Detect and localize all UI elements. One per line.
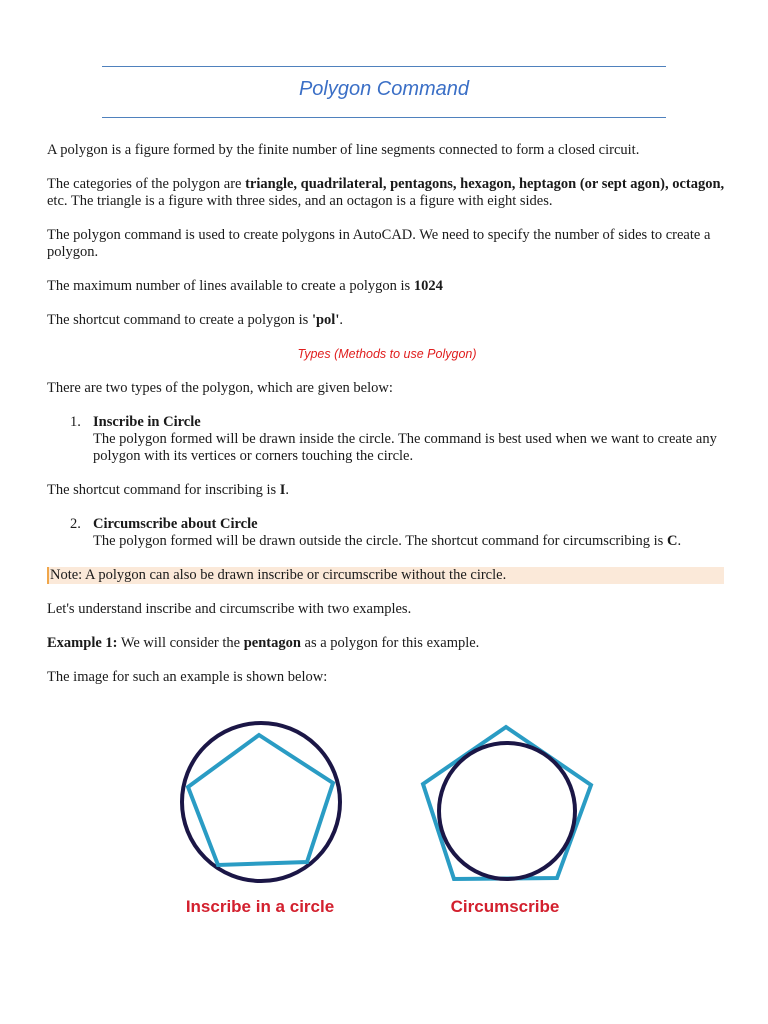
categories-bold: triangle, quadrilateral, pentagons, hexagon, heptagon (or sept agon), octagon, bbox=[245, 176, 725, 192]
inscribe-shortcut-value: I bbox=[279, 482, 286, 498]
categories-suffix: etc. The triangle is a figure with three sides, and an octagon is a figure with eight sides. bbox=[47, 193, 553, 209]
note-highlight: Note: A polygon can also be drawn inscribe or circumscribe without the circle. bbox=[47, 567, 724, 584]
list-item-text: The polygon formed will be drawn inside the circle. The command is best used when we want to create any polygon with its vertices or corners touching the circle. bbox=[93, 431, 717, 464]
example1-prefix: We will consider the bbox=[117, 635, 244, 651]
list-item-title: Circumscribe about Circle bbox=[93, 516, 258, 532]
list-item-text-suffix: . bbox=[677, 533, 682, 549]
document-body bbox=[47, 142, 727, 703]
list-item-text: The polygon formed will be drawn outside the circle. The shortcut command for circumscribing is bbox=[93, 533, 667, 549]
example1-paragraph bbox=[47, 635, 727, 652]
title-underline bbox=[102, 117, 666, 118]
list-item-text-bold: C bbox=[666, 533, 678, 549]
page-title: Polygon Command bbox=[298, 78, 470, 100]
circumscribe-label: Circumscribe bbox=[450, 897, 560, 916]
circumscribed-pentagon bbox=[423, 727, 591, 879]
inscribe-label: Inscribe in a circle bbox=[185, 897, 335, 916]
polygon-figure bbox=[0, 700, 768, 940]
list-number: 2. bbox=[70, 516, 81, 532]
intro-paragraph: A polygon is a figure formed by the finite number of line segments connected to form a closed circuit. bbox=[47, 142, 640, 158]
categories-paragraph bbox=[47, 176, 727, 210]
understand-paragraph: Let's understand inscribe and circumscribe with two examples. bbox=[47, 601, 412, 617]
example1-suffix: as a polygon for this example. bbox=[300, 635, 480, 651]
types-intro: There are two types of the polygon, which are given below: bbox=[47, 380, 393, 396]
shortcut-suffix: . bbox=[339, 312, 343, 328]
shortcut-paragraph bbox=[47, 312, 727, 329]
circumscribe-circle bbox=[439, 743, 575, 879]
categories-prefix: The categories of the polygon are bbox=[47, 176, 246, 192]
example1-label: Example 1: bbox=[47, 635, 118, 651]
types-heading: Types (Methods to use Polygon) bbox=[297, 347, 477, 361]
list-item-title: Inscribe in Circle bbox=[93, 414, 201, 430]
shortcut-value: 'pol' bbox=[311, 312, 340, 328]
list-item-circumscribe bbox=[47, 516, 727, 550]
max-lines-paragraph bbox=[47, 278, 727, 295]
shortcut-text: The shortcut command to create a polygon is bbox=[47, 312, 312, 328]
max-lines-value: 1024 bbox=[413, 278, 443, 294]
max-lines-text: The maximum number of lines available to create a polygon is bbox=[47, 278, 414, 294]
inscribe-shortcut-suffix: . bbox=[285, 482, 290, 498]
image-intro-paragraph: The image for such an example is shown below: bbox=[47, 669, 328, 685]
inscribed-pentagon bbox=[188, 735, 333, 865]
inscribe-shortcut-paragraph bbox=[47, 482, 727, 499]
circumscribe-diagram bbox=[423, 727, 591, 916]
inscribe-diagram bbox=[182, 723, 340, 916]
inscribe-circle bbox=[182, 723, 340, 881]
list-item-inscribe bbox=[47, 414, 727, 465]
example1-bold: pentagon bbox=[243, 635, 301, 651]
top-rule bbox=[102, 66, 666, 67]
inscribe-shortcut-text: The shortcut command for inscribing is bbox=[47, 482, 280, 498]
command-use-paragraph: The polygon command is used to create polygons in AutoCAD. We need to specify the number of sides to create a polygon. bbox=[47, 227, 711, 260]
list-number: 1. bbox=[70, 414, 81, 430]
